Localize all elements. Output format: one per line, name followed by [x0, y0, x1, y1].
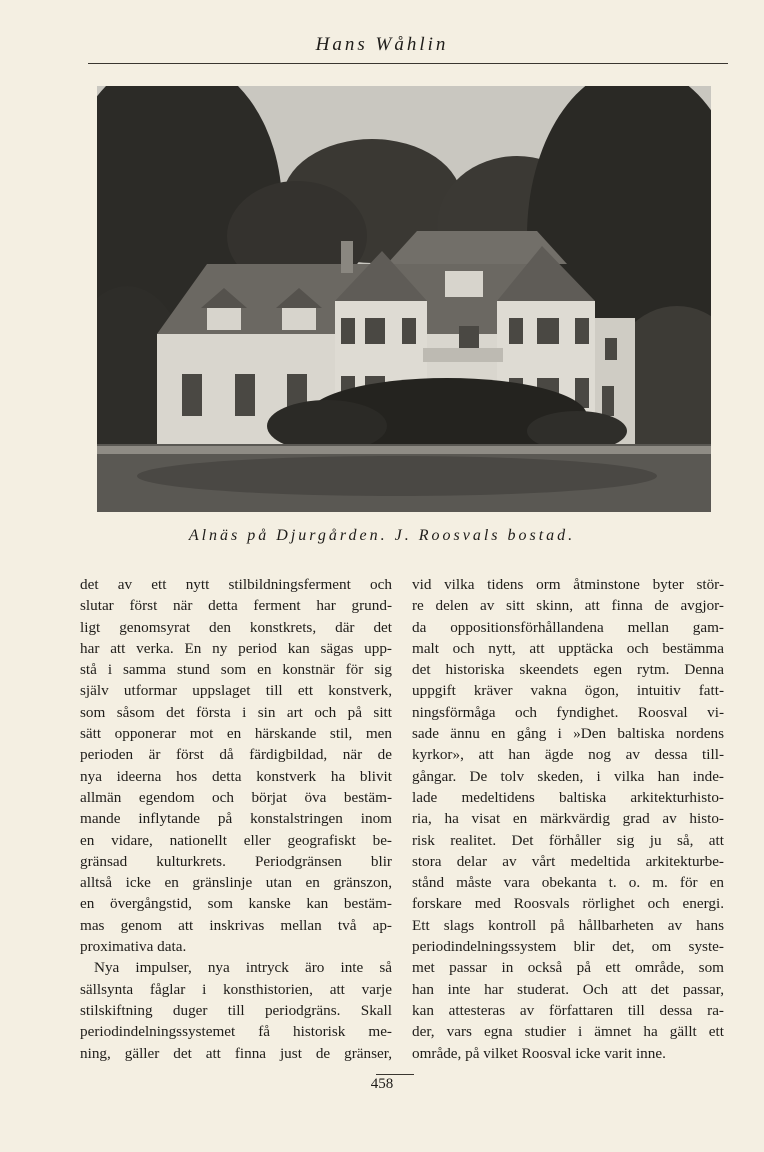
text-line: ning, gäller det att finna just de gränser,: [80, 1044, 392, 1062]
text-line: mas genom att inskrivas mellan två ap-: [80, 916, 392, 934]
text-line: forskare med Roosvals rörlighet och energi.: [412, 895, 724, 913]
text-line: nya ideerna hos detta konstverk ha blivit: [80, 767, 392, 785]
text-line: lade medeltidens baltiska arkitekturhisto-: [412, 788, 724, 806]
text-line: sade ännu en gång i »Den baltiska nordens: [412, 725, 724, 743]
text-line: ningsförmåga och fyndighet. Roosval vi-: [412, 703, 724, 721]
text-line: periodindelningssystem blir det, om syste-: [412, 938, 724, 956]
house-photograph: [97, 86, 711, 512]
text-line: som såsom det första i sin art och på sitt: [80, 703, 392, 721]
text-line: Nya impulser, nya intryck äro inte så: [94, 959, 392, 977]
text-line: har att verka. En ny period kan sägas upp-: [80, 639, 392, 657]
text-line: proximativa data.: [80, 938, 187, 956]
text-line: malt och nytt, att upptäcka och bestämma: [412, 639, 724, 657]
text-line: met passar in också på ett område, som: [412, 959, 724, 977]
text-line: område, på vilket Roosval icke varit inne.: [412, 1044, 666, 1062]
text-line: gränsad kulturkrets. Periodgränsen blir: [80, 852, 392, 870]
text-line: sätt opponerar mot en härskande stil, men: [80, 725, 392, 743]
text-line: stånd måste vara obekanta t. o. m. för en: [412, 874, 724, 892]
text-line: perioden är först då färdigbildad, när de: [80, 746, 392, 764]
text-line: det historiska skeendets egen rytm. Denna: [412, 661, 724, 679]
text-line: der, vars egna studier i ämnet ha gällt ett: [412, 1023, 724, 1041]
page-number: 458: [370, 1076, 394, 1092]
text-line: vid vilka tidens orm åtminstone byter stör-: [412, 576, 724, 593]
text-line: allmän egendom och börjat öva bestäm-: [80, 788, 392, 806]
house-photo-illustration: [97, 86, 711, 512]
text-line: alltså icke en gränslinje utan en gränszon,: [80, 874, 392, 892]
text-line: stora delar av vårt medeltida arkitekturbe-: [412, 852, 724, 870]
text-line: kyrkor», att han ägde nog av dessa till-: [412, 746, 724, 764]
text-line: det av ett nytt stilbildningsferment och: [80, 576, 392, 593]
text-line: gångar. De tolv skeden, i vilka han inde-: [412, 767, 724, 785]
text-line: slutar först när detta ferment har grund-: [80, 597, 392, 615]
text-line: stilskiftning duger till periodgräns. Skall: [80, 1001, 392, 1019]
text-line: en övergångstid, som kanske kan bestäm-: [80, 895, 392, 913]
text-line: periodindelningssystemet få historisk me-: [80, 1023, 392, 1041]
text-line: sällsynta fåglar i konsthistorien, att varje: [80, 980, 392, 998]
text-line: uppgift kräver vakna ögon, intuitiv fatt-: [412, 682, 724, 700]
header-rule: [88, 63, 728, 64]
running-head: Hans Wåhlin: [315, 34, 449, 55]
text-column-left: [80, 574, 392, 1064]
figure-caption: Alnäs på Djurgården. J. Roosvals bostad.: [188, 527, 576, 544]
text-line: stå i samma stund som en konstnär för sig: [80, 661, 392, 679]
text-column-right: [412, 574, 724, 1064]
text-line: risk realitet. Det förhåller sig ju så, att: [412, 831, 724, 849]
page-number-rule: [376, 1074, 414, 1075]
text-line: mande inflytande på konstalstringen inom: [80, 810, 392, 828]
text-line: Ett slags kontroll på hållbarheten av hans: [412, 916, 724, 934]
text-line: ligt genomsyrat den konstkrets, där det: [80, 618, 392, 636]
text-line: en vidare, nationellt eller geografiskt be-: [80, 831, 392, 849]
text-line: han inte har studerat. Och att det passar,: [412, 980, 724, 998]
text-line: da oppositionsförhållandena mellan gam-: [412, 618, 724, 636]
text-line: själv utformar uppslaget till ett konstverk,: [80, 682, 392, 700]
text-line: kan attesteras av författaren till dessa ra-: [412, 1001, 724, 1019]
text-line: ria, ha visat en märkvärdig grad av histo-: [412, 810, 724, 828]
text-line: re delen av sitt skinn, att finna de avgjor-: [412, 597, 724, 615]
